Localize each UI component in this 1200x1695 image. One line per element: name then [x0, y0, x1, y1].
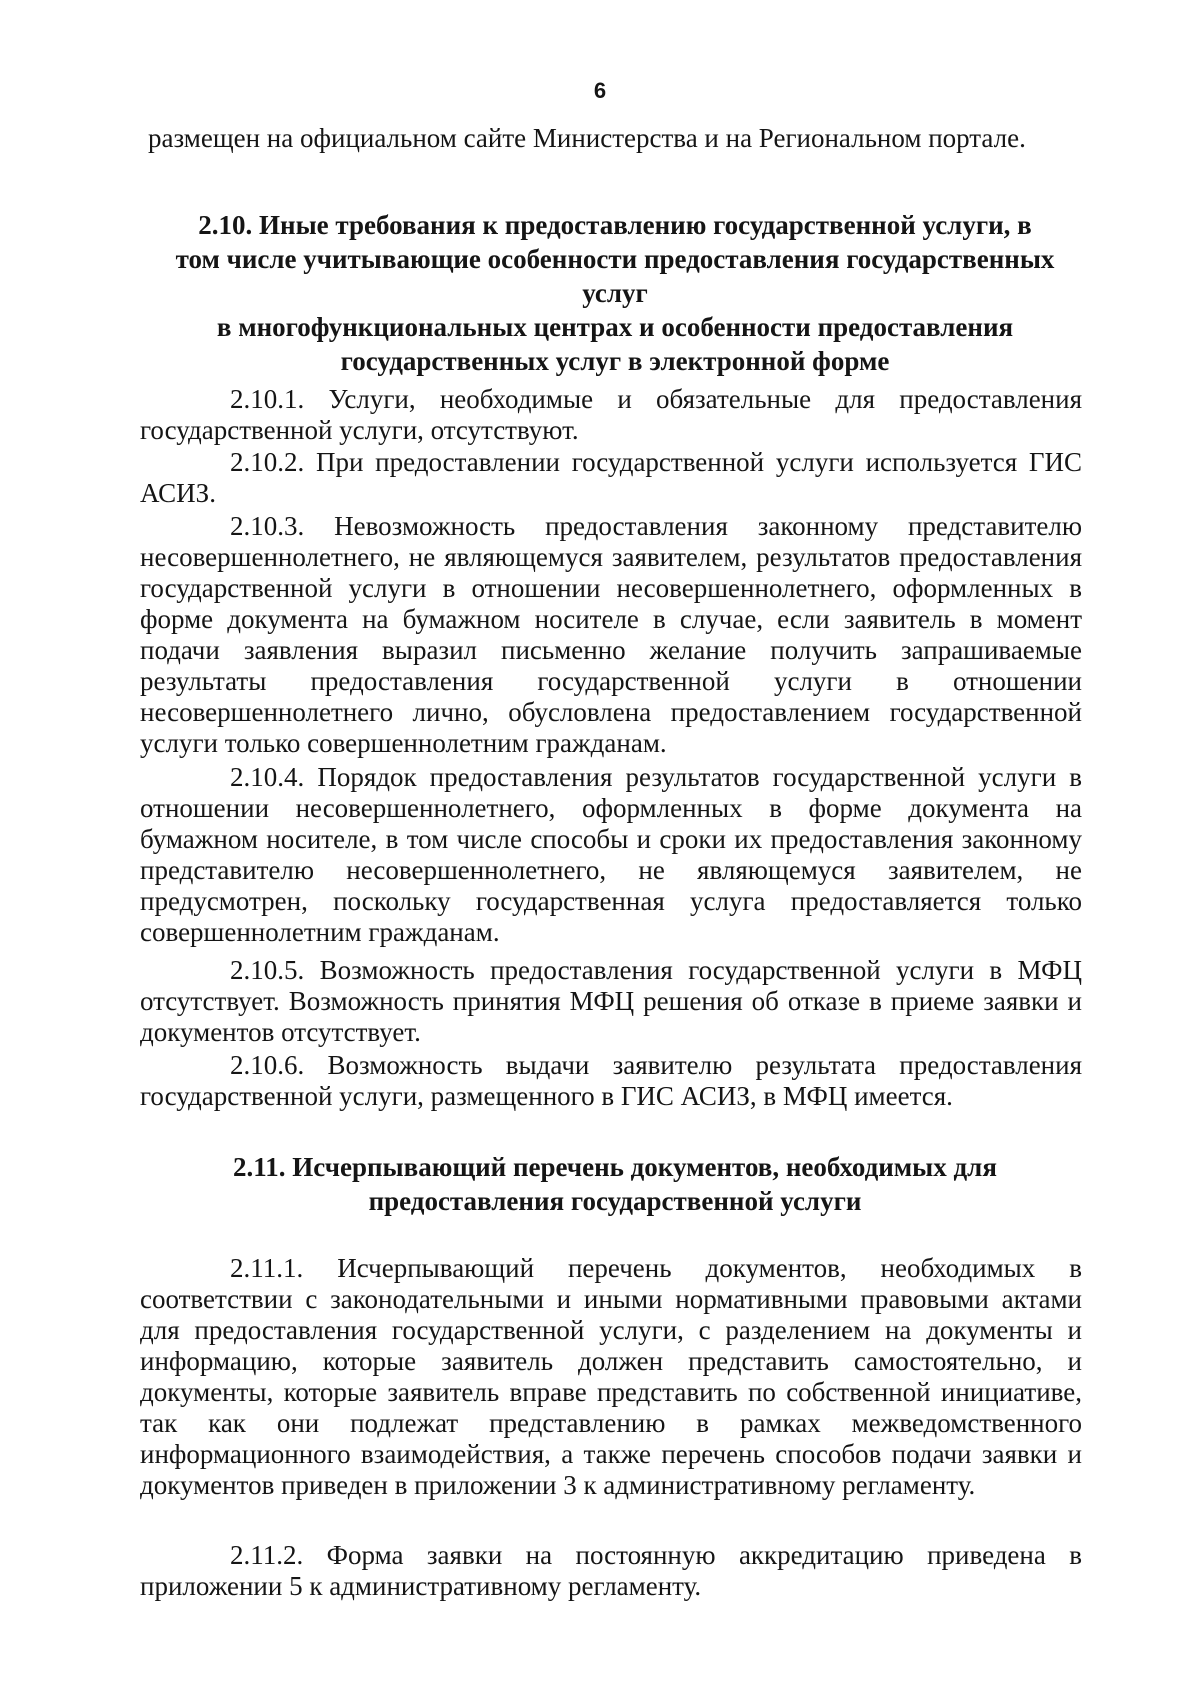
paragraph-number: 2.10.5.: [230, 955, 305, 985]
paragraph-2-10-4: [140, 762, 1082, 948]
paragraph-number: 2.11.1.: [230, 1253, 304, 1283]
paragraph-2-11-2: [140, 1540, 1082, 1602]
heading-line: государственных услуг в электронной форме: [340, 346, 890, 376]
paragraph-text: Порядок предоставления результатов государственной услуги в отношении несовершеннолетнего, оформленных в форме документа на бумажном носителе, в том числе способы и сроки их предоставления законному представителю несовершеннолетнего, не являющемуся заявителем, не предусмотрен, поскольку государственная услуга предоставляется только совершеннолетним гражданам.: [140, 762, 1082, 947]
heading-line: 2.10. Иные требования к предоставлению государственной услуги, в: [198, 210, 1032, 240]
paragraph-text: Возможность выдачи заявителю результата предоставления государственной услуги, размещенного в ГИС АСИЗ, в МФЦ имеется.: [140, 1050, 1083, 1111]
paragraph-text: Невозможность предоставления законному представителю несовершеннолетнего, не являющемуся заявителем, результатов предоставления государственной услуги в отношении несовершеннолетнего, оформленных в форме документа на бумажном носителе в случае, если заявитель в момент подачи заявления выразил письменно желание получить запрашиваемые результаты предоставления государственной услуги в отношении несовершеннолетнего лично, обусловлена предоставлением государственной услуги только совершеннолетним гражданам.: [140, 511, 1082, 758]
paragraph-number: 2.10.6.: [230, 1050, 305, 1080]
page-number: 6: [593, 78, 607, 103]
paragraph-text: Услуги, необходимые и обязательные для предоставления государственной услуги, отсутствуют.: [140, 384, 1082, 445]
paragraph-number: 2.10.4.: [230, 762, 305, 792]
heading-line: том числе учитывающие особенности предоставления государственных услуг: [175, 244, 1055, 308]
paragraph-2-10-5: [140, 955, 1082, 1048]
paragraph-2-10-2: [140, 447, 1082, 509]
paragraph-text: Форма заявки на постоянную аккредитацию приведена в приложении 5 к административному регламенту.: [140, 1540, 1083, 1601]
paragraph-text: Возможность предоставления государственной услуги в МФЦ отсутствует. Возможность принятия МФЦ решения об отказе в приеме заявки и документов отсутствует.: [140, 955, 1083, 1047]
paragraph-number: 2.11.2.: [230, 1540, 304, 1570]
paragraph-text: Исчерпывающий перечень документов, необходимых в соответствии с законодательными и иными нормативными правовыми актами для предоставления государственной услуги, с разделением на документы и информацию, которые заявитель должен представить самостоятельно, и документы, которые заявитель вправе представить по собственной инициативе, так как они подлежат представлению в рамках межведомственного информационного взаимодействия, а также перечень способов подачи заявки и документов приведен в приложении 3 к административному регламенту.: [140, 1253, 1082, 1500]
heading-line: в многофункциональных центрах и особенности предоставления: [216, 312, 1014, 342]
paragraph-number: 2.10.2.: [230, 447, 305, 477]
heading-line: предоставления государственной услуги: [368, 1186, 862, 1216]
paragraph-2-11-1: [140, 1253, 1082, 1501]
paragraph-text: При предоставлении государственной услуги используется ГИС АСИЗ.: [140, 447, 1083, 508]
intro-text: размещен на официальном сайте Министерства и на Региональном портале.: [148, 123, 1026, 153]
paragraph-number: 2.10.1.: [230, 384, 305, 414]
section-heading-2-11: [140, 1150, 1090, 1218]
paragraph-2-10-1: [140, 384, 1082, 446]
paragraph-number: 2.10.3.: [230, 511, 305, 541]
paragraph-2-10-6: [140, 1050, 1082, 1112]
heading-line: 2.11. Исчерпывающий перечень документов, необходимых для: [233, 1152, 997, 1182]
paragraph-2-10-3: [140, 511, 1082, 759]
section-heading-2-10: [140, 208, 1090, 378]
